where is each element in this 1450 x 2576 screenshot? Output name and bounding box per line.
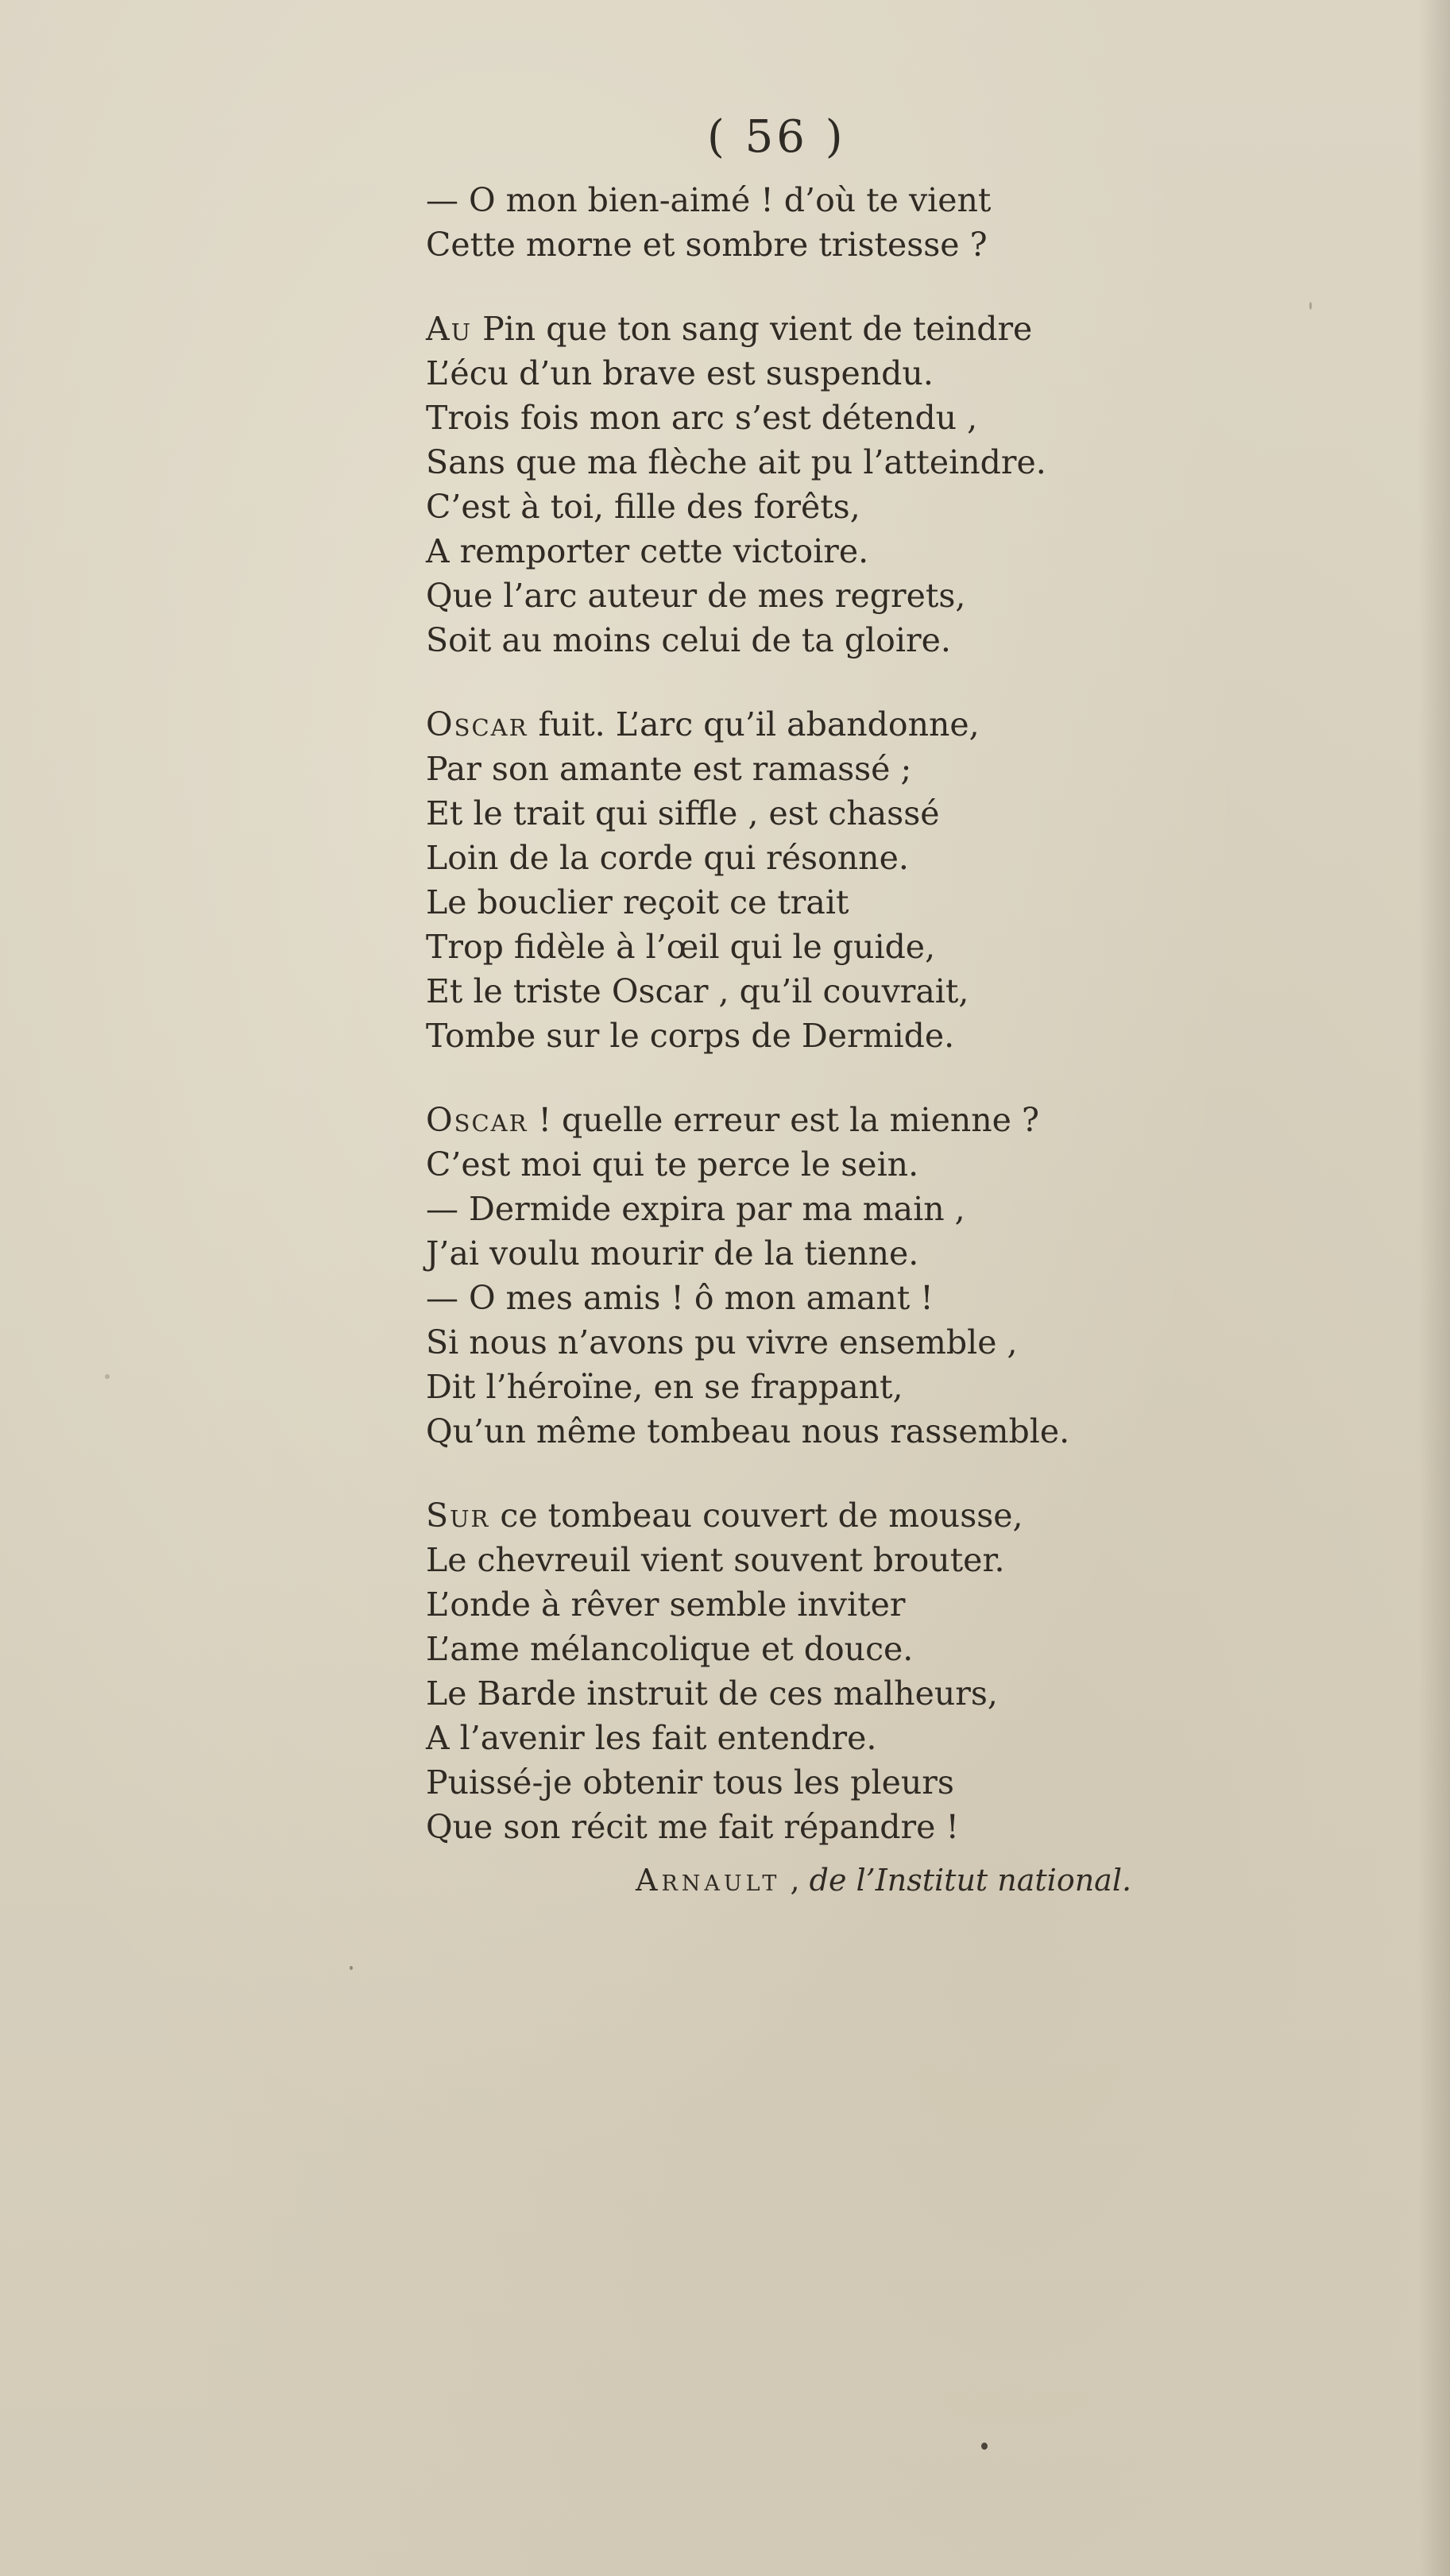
poem-line: Au Pin que ton sang vient de teindre — [426, 310, 1033, 348]
poem-line: J’ai voulu mourir de la tienne. — [426, 1234, 919, 1273]
poem-line: Oscar ! quelle erreur est la mienne ? — [426, 1101, 1039, 1139]
poem-line: Le chevreuil vient souvent brouter. — [426, 1541, 1005, 1579]
author-signature — [636, 1863, 1131, 1898]
poem-line: Et le trait qui siffle , est chassé — [426, 794, 940, 832]
poem-line: L’écu d’un brave est suspendu. — [426, 354, 934, 392]
poem-line: Oscar fuit. L’arc qu’il abandonne, — [426, 705, 980, 743]
small-caps-word: Oscar — [426, 1101, 528, 1139]
poem-line: Le bouclier reçoit ce trait — [426, 883, 849, 921]
poem-line: Si nous n’avons pu vivre ensemble , — [426, 1323, 1018, 1361]
small-caps-word: Oscar — [426, 705, 528, 743]
page-number: ( 56 ) — [707, 111, 846, 163]
poem-line: Trop fidèle à l’œil qui le guide, — [426, 928, 936, 966]
page-edge-shadow — [1418, 0, 1450, 2576]
poem-line: A l’avenir les fait entendre. — [426, 1719, 877, 1757]
small-caps-word: Au — [426, 310, 473, 348]
poem-line: C’est moi qui te perce le sein. — [426, 1145, 919, 1184]
poem-line: Que l’arc auteur de mes regrets, — [426, 577, 966, 615]
signature-separator: , — [780, 1863, 810, 1898]
stanza-3 — [426, 702, 1220, 1058]
poem-line: C’est à toi, fille des forêts, — [426, 488, 860, 526]
author-affiliation: de l’Institut national. — [809, 1863, 1132, 1898]
poem-line: Que son récit me fait répandre ! — [426, 1808, 959, 1846]
poem-line: Sans que ma flèche ait pu l’atteindre. — [426, 443, 1046, 481]
poem-line: Loin de la corde qui résonne. — [426, 839, 909, 877]
stanza-1 — [426, 178, 1220, 267]
poem-line: Et le triste Oscar , qu’il couvrait, — [426, 972, 969, 1010]
poem-line: A remporter cette victoire. — [426, 532, 869, 570]
poem-line: Trois fois mon arc s’est détendu , — [426, 399, 978, 437]
paper-speck — [105, 1374, 110, 1379]
poem-line: L’onde à rêver semble inviter — [426, 1585, 906, 1624]
paper-speck — [350, 1966, 353, 1970]
stanza-2 — [426, 307, 1220, 662]
poem-line: Soit au moins celui de ta gloire. — [426, 621, 951, 659]
author-name: Arnault — [636, 1863, 781, 1898]
poem-line: — O mon bien-aimé ! d’où te vient — [426, 181, 992, 219]
poem-line: Qu’un même tombeau nous rassemble. — [426, 1412, 1070, 1450]
poem-line: L’ame mélancolique et douce. — [426, 1630, 914, 1668]
poem — [426, 178, 1220, 1889]
poem-line: Dit l’héroïne, en se frappant, — [426, 1368, 903, 1406]
poem-line: — O mes amis ! ô mon amant ! — [426, 1279, 934, 1317]
paper-speck — [981, 2443, 988, 2450]
poem-line: Le Barde instruit de ces malheurs, — [426, 1674, 998, 1713]
paper-speck — [1309, 302, 1312, 310]
poem-line: Tombe sur le corps de Dermide. — [426, 1017, 955, 1055]
poem-line: Cette morne et sombre tristesse ? — [426, 226, 988, 264]
stanza-5 — [426, 1493, 1220, 1849]
small-caps-word: Sur — [426, 1497, 490, 1535]
poem-line: Sur ce tombeau couvert de mousse, — [426, 1497, 1023, 1535]
poem-line: Par son amante est ramassé ; — [426, 750, 912, 788]
stanza-4 — [426, 1098, 1220, 1454]
poem-line: — Dermide expira par ma main , — [426, 1190, 965, 1228]
poem-line: Puissé-je obtenir tous les pleurs — [426, 1763, 954, 1802]
